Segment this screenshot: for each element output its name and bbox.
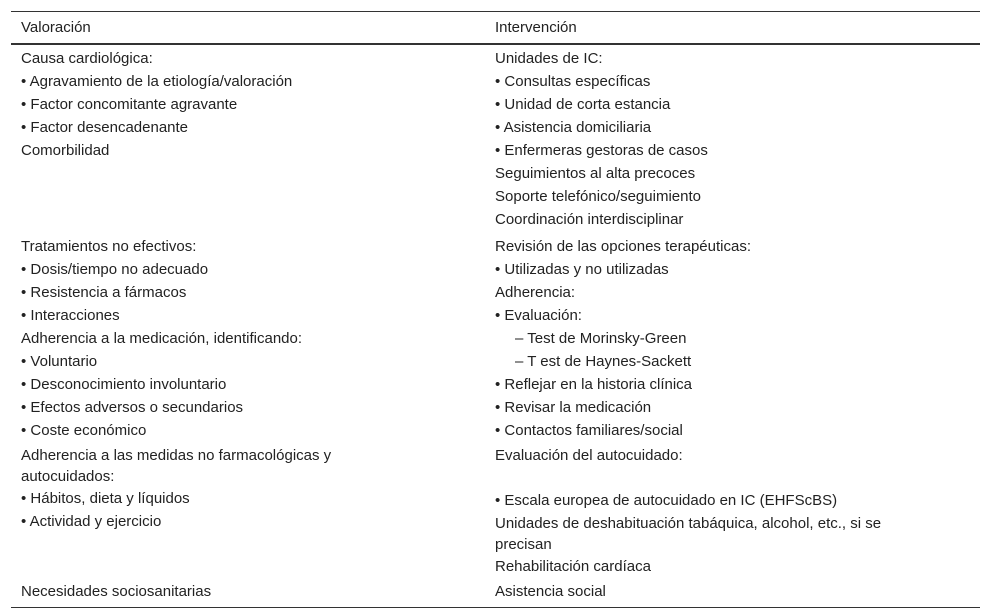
cell-line: • Evaluación: (495, 307, 582, 324)
cell-line: • Unidad de corta estancia (495, 96, 671, 113)
cell-line: • Interacciones (21, 307, 120, 324)
cell-line: • Voluntario (21, 353, 98, 370)
cell-line: Necesidades sociosanitarias (21, 583, 212, 600)
cell-line: • Efectos adversos o secundarios (21, 399, 244, 416)
cell-line: Rehabilitación cardíaca (495, 558, 651, 575)
cell-line: • Factor concomitante agravante (21, 96, 238, 113)
cell-line: • Resistencia a fármacos (21, 284, 187, 301)
table-row (11, 444, 980, 578)
valoracion-cell (11, 444, 485, 533)
cell-line: • Revisar la medicación (495, 399, 652, 416)
cell-line: Unidades de IC: (495, 50, 603, 67)
cell-line: Asistencia social (495, 583, 606, 600)
intervencion-cell (485, 47, 965, 231)
cell-line: Adherencia a las medidas no farmacológicas y autocuidados: (21, 447, 332, 485)
cell-line: Soporte telefónico/seguimiento (495, 188, 701, 205)
cell-line: • Asistencia domiciliaria (495, 119, 652, 136)
cell-line: • Factor desencadenante (21, 119, 189, 136)
cell-line: Causa cardiológica: (21, 50, 153, 67)
cell-line: • Consultas específicas (495, 73, 651, 90)
intervencion-cell (485, 444, 965, 578)
cell-line: • Desconocimiento involuntario (21, 376, 227, 393)
cell-line: Coordinación interdisciplinar (495, 211, 684, 228)
assessment-intervention-table (11, 11, 980, 608)
cell-line: Tratamientos no efectivos: (21, 238, 197, 255)
cell-line: Unidades de deshabituación tabáquica, alcohol, etc., si se precisan (495, 515, 882, 553)
cell-line: • Reflejar en la historia clínica (495, 376, 693, 393)
cell-line: • Escala europea de autocuidado en IC (EHFScBS) (495, 492, 838, 509)
cell-line: – Test de Morinsky-Green (515, 330, 687, 347)
cell-line: Comorbilidad (21, 142, 110, 159)
table-row (11, 580, 980, 603)
cell-line: • Enfermeras gestoras de casos (495, 142, 708, 159)
cell-line: Revisión de las opciones terapéuticas: (495, 238, 751, 255)
valoracion-cell (11, 47, 485, 162)
table-header (11, 12, 980, 45)
header-intervencion: Intervención (495, 19, 577, 36)
header-valoracion: Valoración (21, 19, 91, 36)
cell-line: • Contactos familiares/social (495, 422, 683, 439)
cell-line: • Dosis/tiempo no adecuado (21, 261, 209, 278)
intervencion-cell (485, 235, 965, 442)
table-row (11, 47, 980, 231)
valoracion-cell (11, 235, 485, 442)
cell-line: • Actividad y ejercicio (21, 513, 162, 530)
cell-line: • Agravamiento de la etiología/valoración (21, 73, 293, 90)
intervencion-cell (485, 580, 965, 603)
table-row (11, 235, 980, 442)
cell-line: – T est de Haynes-Sackett (515, 353, 692, 370)
cell-line: Seguimientos al alta precoces (495, 165, 696, 182)
cell-line: Adherencia a la medicación, identificando: (21, 330, 303, 347)
table-body (11, 45, 980, 607)
cell-line: • Hábitos, dieta y líquidos (21, 490, 190, 507)
cell-line: Evaluación del autocuidado: (495, 447, 683, 464)
cell-line: • Utilizadas y no utilizadas (495, 261, 669, 278)
valoracion-cell (11, 580, 485, 603)
cell-line: Adherencia: (495, 284, 576, 301)
cell-line: • Coste económico (21, 422, 147, 439)
